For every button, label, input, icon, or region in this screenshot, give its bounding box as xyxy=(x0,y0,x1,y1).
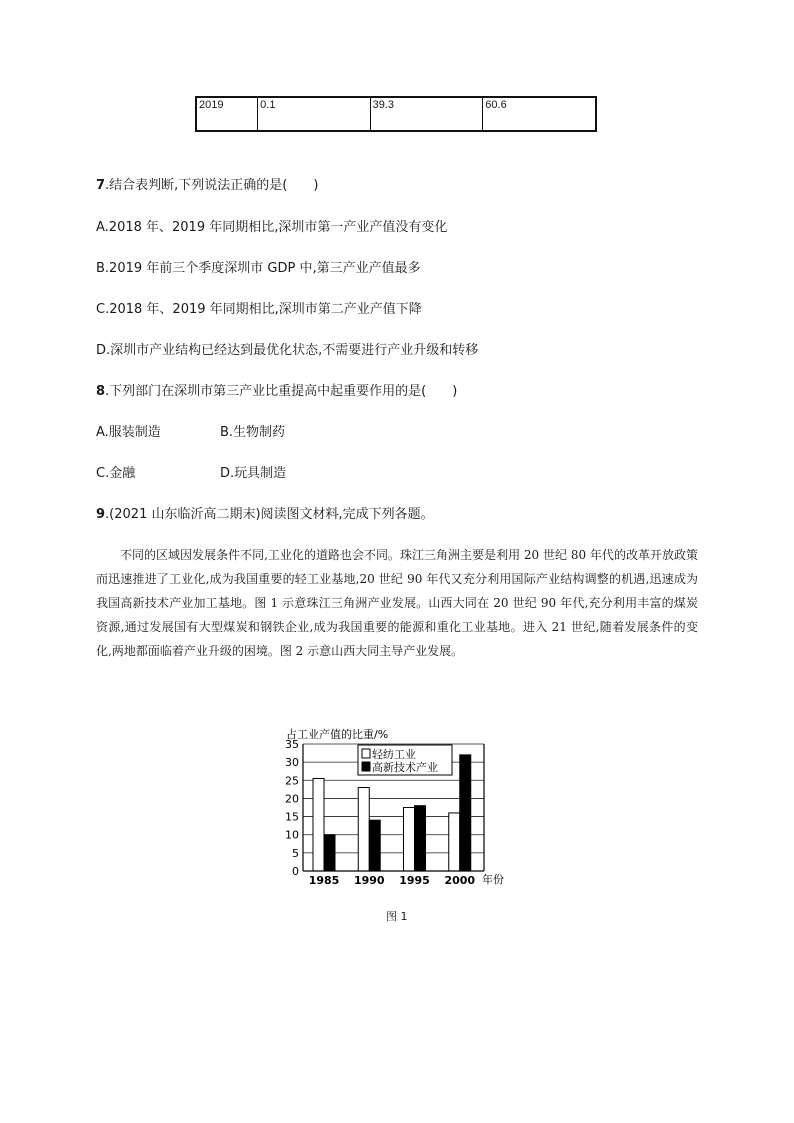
bar xyxy=(404,808,415,872)
y-tick-label: 20 xyxy=(285,792,299,806)
x-axis-label: 年份 xyxy=(482,873,504,886)
question-9 xyxy=(96,507,434,523)
question-number: 7 xyxy=(96,178,106,193)
bar xyxy=(324,835,335,871)
question-7 xyxy=(96,178,318,194)
x-tick-label: 2000 xyxy=(444,874,476,887)
bar-chart-svg xyxy=(282,726,522,894)
q7-option-b: B.2019 年前三个季度深圳市 GDP 中,第三产业产值最多 xyxy=(96,261,421,276)
q7-option-a: A.2018 年、2019 年同期相比,深圳市第一产业产值没有变化 xyxy=(96,220,448,235)
question-8 xyxy=(96,384,457,400)
table-cell-primary: 0.1 xyxy=(258,97,371,131)
y-axis-label: 占工业产值的比重/% xyxy=(286,728,389,741)
table-cell-year: 2019 xyxy=(196,97,258,131)
x-tick-label: 1985 xyxy=(308,874,340,887)
legend xyxy=(358,745,452,775)
y-tick-label: 15 xyxy=(285,810,299,824)
question-stem: .下列部门在深圳市第三产业比重提高中起重要作用的是( ) xyxy=(105,384,458,399)
question-stem: .(2021 山东临沂高二期末)阅读图文材料,完成下列各题。 xyxy=(105,507,434,522)
bar xyxy=(449,813,460,871)
y-tick-label: 25 xyxy=(285,774,299,788)
figure-caption: 图 1 xyxy=(386,910,408,923)
q7-option-c: C.2018 年、2019 年同期相比,深圳市第二产业产值下降 xyxy=(96,302,422,317)
table-row xyxy=(196,97,596,131)
bar xyxy=(369,820,380,871)
question-number: 8 xyxy=(96,384,106,399)
table-cell-tertiary: 60.6 xyxy=(483,97,596,131)
y-tick-label: 30 xyxy=(285,756,299,770)
q8-option-b: B.生物制药 xyxy=(220,425,286,440)
q8-option-c: C.金融 xyxy=(96,466,136,481)
question-number: 9 xyxy=(96,507,106,522)
q7-option-d: D.深圳市产业结构已经达到最优化状态,不需要进行产业升级和转移 xyxy=(96,343,479,358)
bar xyxy=(358,788,369,871)
table-cell-secondary: 39.3 xyxy=(370,97,483,131)
legend-label: 轻纺工业 xyxy=(372,748,416,761)
x-tick-label: 1995 xyxy=(399,874,430,887)
question-stem: .结合表判断,下列说法正确的是( ) xyxy=(105,178,319,193)
gdp-table xyxy=(195,96,597,132)
q8-option-d: D.玩具制造 xyxy=(220,466,287,481)
x-tick-label: 1990 xyxy=(353,874,385,887)
legend-swatch xyxy=(362,762,370,771)
y-tick-label: 35 xyxy=(285,738,299,751)
legend-label: 高新技术产业 xyxy=(372,761,438,774)
bar xyxy=(313,778,324,871)
q8-option-a: A.服装制造 xyxy=(96,425,161,440)
y-tick-label: 0 xyxy=(292,865,299,878)
bar-chart xyxy=(282,726,522,894)
legend-swatch xyxy=(362,749,370,758)
passage-text: 不同的区域因发展条件不同,工业化的道路也会不同。珠江三角洲主要是利用 20 世纪 80 年代的改革开放政策而迅速推进了工业化,成为我国重要的轻工业基地,20 世纪 90 年代又充分利用国际产业结构调整的机遇,迅速成为我国高新技术产业加工基地。图 1 示意珠江三角洲产业发展。山西大同在 20 世纪 90 年代,充分利用丰富的煤炭资源,通过发展国有大型煤炭和钢铁企业,成为我国重要的能源和重化工业基地。进入 21 世纪,随着发展条件的变化,两地都面临着产业升级的困境。图 2 示意山西大同主导产业发展。 xyxy=(96,548,698,658)
y-tick-label: 5 xyxy=(292,846,299,860)
y-tick-label: 10 xyxy=(285,828,299,842)
bar xyxy=(460,755,471,871)
bar xyxy=(415,806,426,871)
